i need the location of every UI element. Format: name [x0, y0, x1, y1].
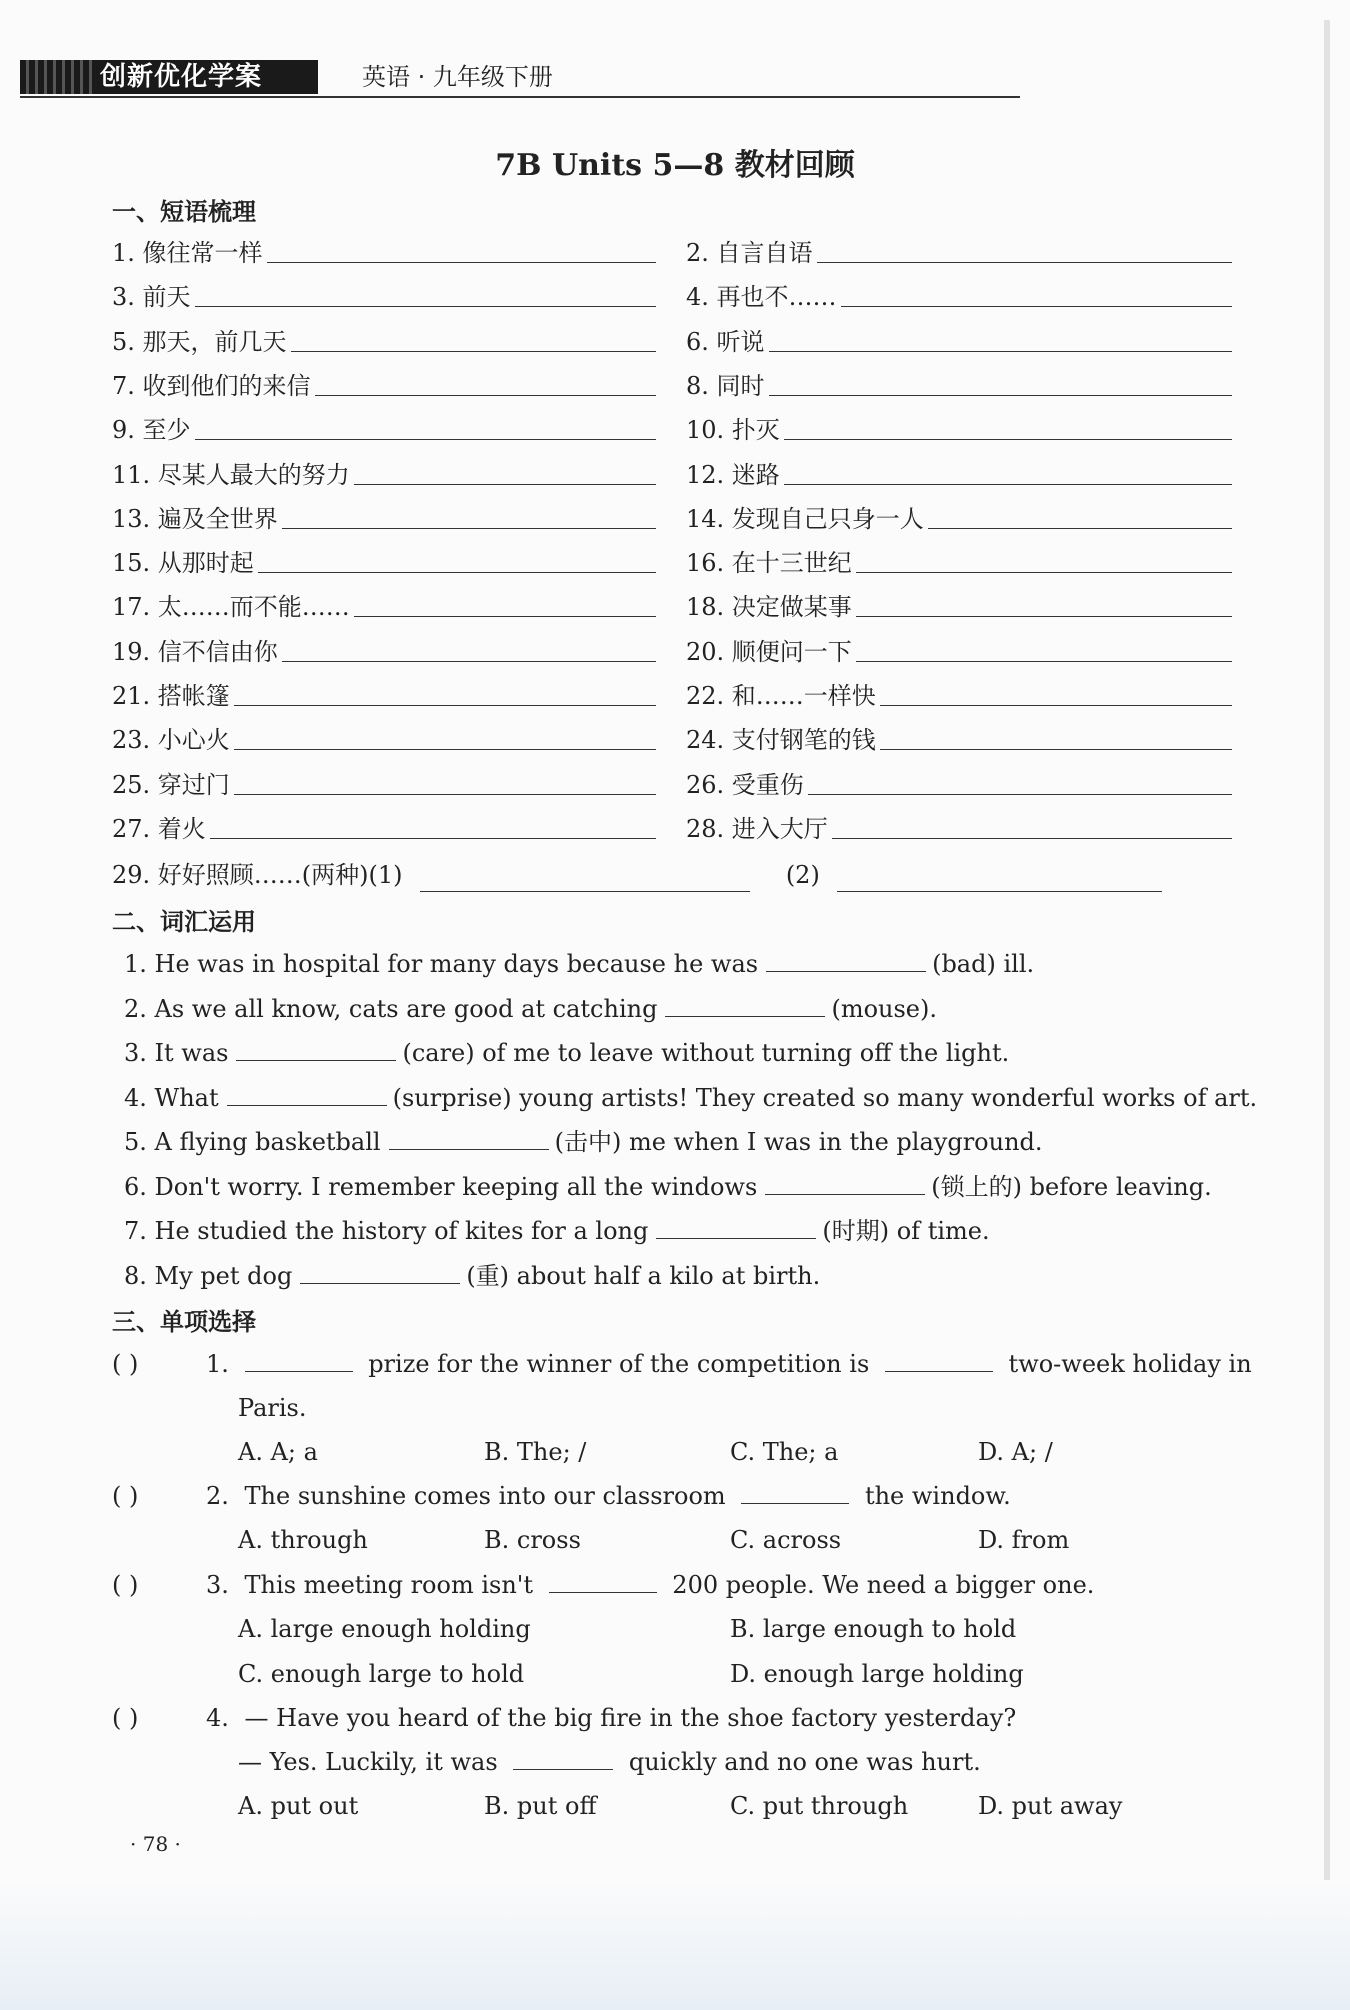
option-a[interactable]: A. A; a [238, 1438, 318, 1466]
answer-paren[interactable]: ( ) [112, 1704, 139, 1732]
answer-blank[interactable] [267, 236, 656, 263]
answer-paren[interactable]: ( ) [112, 1350, 139, 1378]
vocabulary-text: 2. As we all know, cats are good at catching [124, 994, 658, 1023]
phrase-item [112, 679, 656, 713]
answer-blank[interactable] [766, 949, 926, 972]
phrase-label: 10. 扑灭 [686, 416, 780, 445]
page-number: · 78 · [130, 1832, 181, 1856]
answer-blank[interactable] [769, 369, 1232, 396]
phrase-item [686, 723, 1232, 757]
answer-blank[interactable] [769, 325, 1232, 352]
question-number: 1. [206, 1350, 229, 1378]
phrase-item [686, 369, 1232, 403]
page-edge [1324, 20, 1330, 1880]
phrase-item [686, 458, 1232, 492]
answer-blank[interactable] [856, 635, 1232, 662]
question-number: 3. [206, 1571, 229, 1599]
answer-blank[interactable] [856, 590, 1232, 617]
option-c[interactable]: C. enough large to hold [238, 1660, 525, 1688]
answer-blank[interactable] [282, 635, 656, 662]
phrase-item [112, 768, 656, 802]
phrase-item [112, 280, 656, 314]
answer-paren[interactable]: ( ) [112, 1571, 139, 1599]
brand-stripe [20, 60, 95, 94]
answer-blank[interactable] [282, 502, 656, 529]
vocabulary-text: 5. A flying basketball [124, 1128, 381, 1156]
question-number: 4. [206, 1704, 229, 1732]
answer-blank[interactable] [856, 546, 1232, 573]
answer-blank[interactable] [236, 1038, 396, 1061]
phrase-item [686, 325, 1232, 359]
phrase-label: 14. 发现自己只身一人 [686, 504, 924, 533]
phrase-label: 22. 和……一样快 [686, 682, 876, 710]
option-d[interactable]: D. A; / [978, 1438, 1053, 1466]
answer-blank[interactable] [513, 1747, 613, 1770]
phrase-item [686, 590, 1232, 624]
answer-blank[interactable] [885, 1349, 993, 1372]
option-c[interactable]: C. put through [730, 1792, 909, 1820]
question-2 [206, 1479, 1011, 1513]
phrase-item [112, 413, 656, 447]
phrase-label: 18. 决定做某事 [686, 593, 852, 622]
vocabulary-hint: (时期) of time. [822, 1217, 990, 1245]
vocabulary-item [124, 1259, 820, 1293]
option-c[interactable]: C. The; a [730, 1438, 839, 1466]
answer-blank[interactable] [832, 812, 1232, 839]
vocabulary-text: 8. My pet dog [124, 1261, 293, 1290]
phrase-item [686, 768, 1232, 802]
phrase-label: 13. 遍及全世界 [112, 504, 278, 533]
vocabulary-hint: (care) of me to leave without turning off the light. [402, 1039, 1010, 1067]
vocabulary-hint: (重) about half a kilo at birth. [466, 1261, 821, 1290]
question-3 [206, 1568, 1094, 1602]
option-a[interactable]: A. put out [238, 1792, 359, 1820]
answer-blank[interactable] [210, 812, 656, 839]
page-bottom-shade [0, 1880, 1350, 2010]
phrase-label: 19. 信不信由你 [112, 637, 278, 666]
answer-blank[interactable] [195, 413, 656, 440]
answer-blank[interactable] [234, 723, 656, 750]
phrase-label: 9. 至少 [112, 416, 191, 445]
answer-blank[interactable] [765, 1172, 925, 1195]
vocabulary-item [124, 1036, 1009, 1070]
phrase-label: 24. 支付钢笔的钱 [686, 726, 876, 755]
phrase-label: 23. 小心火 [112, 726, 230, 755]
question-text: two-week holiday in [1008, 1350, 1252, 1378]
section-heading-vocabulary: 二、词汇运用 [112, 908, 256, 936]
phrase-label: 12. 迷路 [686, 460, 780, 489]
question-text: the window. [864, 1482, 1011, 1510]
phrase-part2-label: (2) [785, 861, 820, 889]
question-text: prize for the winner of the competition is [368, 1350, 870, 1378]
phrase-item [112, 812, 656, 846]
phrase-item [686, 236, 1232, 270]
phrase-label: 7. 收到他们的来信 [112, 371, 311, 400]
answer-blank[interactable] [784, 413, 1232, 440]
question-text: This meeting room isn't [244, 1571, 534, 1599]
vocabulary-text: 7. He studied the history of kites for a long [124, 1217, 649, 1245]
phrase-label: 20. 顺便问一下 [686, 637, 852, 666]
answer-blank[interactable] [245, 1349, 353, 1372]
phrase-item [686, 546, 1232, 580]
subject-label: 英语 · 九年级下册 [362, 63, 553, 91]
question-1 [206, 1347, 1252, 1381]
phrase-item [686, 812, 1232, 846]
answer-blank[interactable] [817, 236, 1232, 263]
question-text: The sunshine comes into our classroom [244, 1482, 726, 1510]
answer-blank[interactable] [741, 1481, 849, 1504]
phrase-item [112, 635, 656, 669]
phrase-item [686, 413, 1232, 447]
phrase-label: 29. 好好照顾……(两种)(1) [112, 861, 403, 889]
answer-blank[interactable] [420, 867, 750, 892]
answer-blank[interactable] [315, 369, 656, 396]
answer-blank[interactable] [656, 1216, 816, 1239]
vocabulary-item [124, 947, 1034, 981]
header-rule [20, 96, 1020, 98]
phrase-label: 4. 再也不…… [686, 283, 837, 312]
phrase-label: 16. 在十三世纪 [686, 549, 852, 578]
question-4 [206, 1701, 1016, 1735]
question-text: quickly and no one was hurt. [628, 1748, 981, 1776]
option-d[interactable]: D. from [978, 1526, 1070, 1554]
phrase-item-29 [112, 858, 1162, 892]
phrase-label: 17. 太……而不能…… [112, 593, 350, 622]
option-d[interactable]: D. put away [978, 1792, 1123, 1820]
question-number: 2. [206, 1482, 229, 1510]
option-c[interactable]: C. across [730, 1526, 842, 1554]
phrase-label: 28. 进入大厅 [686, 814, 828, 843]
phrase-label: 5. 那天，前几天 [112, 327, 287, 356]
phrase-label: 6. 听说 [686, 327, 765, 356]
phrase-item [112, 236, 656, 270]
option-b[interactable]: B. The; / [484, 1438, 587, 1466]
phrase-label: 1. 像往常一样 [112, 239, 263, 267]
answer-blank[interactable] [880, 679, 1232, 706]
vocabulary-hint: (mouse). [831, 994, 937, 1023]
phrase-label: 21. 搭帐篷 [112, 682, 230, 710]
brand-logo: 创新优化学案 [20, 60, 318, 94]
phrase-item [112, 369, 656, 403]
phrase-item [112, 502, 656, 536]
phrase-item [112, 458, 656, 492]
answer-blank[interactable] [808, 768, 1232, 795]
option-a[interactable]: A. through [238, 1526, 368, 1554]
answer-blank[interactable] [665, 994, 825, 1017]
phrase-label: 11. 尽某人最大的努力 [112, 460, 350, 489]
vocabulary-item [124, 992, 937, 1026]
vocabulary-text: 3. It was [124, 1039, 229, 1067]
phrase-item [112, 723, 656, 757]
option-d[interactable]: D. enough large holding [730, 1660, 1024, 1688]
answer-blank[interactable] [195, 280, 656, 307]
answer-blank[interactable] [354, 458, 656, 485]
vocabulary-hint: (bad) ill. [932, 950, 1035, 978]
phrase-item [686, 635, 1232, 669]
answer-blank[interactable] [234, 679, 656, 706]
answer-blank[interactable] [837, 867, 1162, 892]
vocabulary-hint: (锁上的) before leaving. [931, 1172, 1212, 1201]
answer-blank[interactable] [928, 502, 1232, 529]
page-title: 7B Units 5—8 教材回顾 [495, 148, 855, 183]
phrase-label: 27. 着火 [112, 814, 206, 843]
question-text: — Yes. Luckily, it was [238, 1748, 498, 1776]
answer-blank[interactable] [389, 1127, 549, 1150]
section-heading-phrases: 一、短语梳理 [112, 198, 256, 226]
vocabulary-hint: (击中) me when I was in the playground. [554, 1128, 1043, 1156]
question-1-continued: Paris. [238, 1394, 307, 1422]
phrase-label: 2. 自言自语 [686, 239, 813, 267]
answer-blank[interactable] [258, 546, 656, 573]
vocabulary-hint: (surprise) young artists! They created so many wonderful works of art. [392, 1083, 1258, 1112]
vocabulary-text: 4. What [124, 1083, 219, 1112]
section-heading-choice: 三、单项选择 [112, 1308, 256, 1336]
answer-blank[interactable] [880, 723, 1232, 750]
phrase-label: 26. 受重伤 [686, 770, 804, 799]
vocabulary-item [124, 1170, 1212, 1204]
question-text: 200 people. We need a bigger one. [672, 1571, 1095, 1599]
vocabulary-item [124, 1081, 1257, 1115]
answer-blank[interactable] [300, 1261, 460, 1284]
answer-blank[interactable] [549, 1570, 657, 1593]
phrase-label: 25. 穿过门 [112, 770, 230, 799]
phrase-item [686, 280, 1232, 314]
question-4-reply [238, 1745, 981, 1779]
option-b[interactable]: B. cross [484, 1526, 581, 1554]
phrase-item [112, 590, 656, 624]
phrase-label: 8. 同时 [686, 371, 765, 400]
vocabulary-item [124, 1125, 1043, 1159]
option-b[interactable]: B. put off [484, 1792, 597, 1820]
vocabulary-text: 6. Don't worry. I remember keeping all the windows [124, 1172, 758, 1201]
phrase-item [112, 546, 656, 580]
phrase-item [112, 325, 656, 359]
answer-paren[interactable]: ( ) [112, 1482, 139, 1510]
phrase-item [686, 502, 1232, 536]
answer-blank[interactable] [291, 325, 656, 352]
answer-blank[interactable] [227, 1083, 387, 1106]
option-a[interactable]: A. large enough holding [238, 1615, 531, 1643]
answer-blank[interactable] [354, 590, 656, 617]
option-b[interactable]: B. large enough to hold [730, 1615, 1017, 1643]
question-text: — Have you heard of the big fire in the shoe factory yesterday? [244, 1704, 1017, 1732]
phrase-label: 15. 从那时起 [112, 549, 254, 578]
answer-blank[interactable] [841, 280, 1232, 307]
vocabulary-text: 1. He was in hospital for many days because he was [124, 950, 759, 978]
vocabulary-item [124, 1214, 990, 1248]
answer-blank[interactable] [784, 458, 1232, 485]
answer-blank[interactable] [234, 768, 656, 795]
phrase-label: 3. 前天 [112, 283, 191, 312]
phrase-item [686, 679, 1232, 713]
